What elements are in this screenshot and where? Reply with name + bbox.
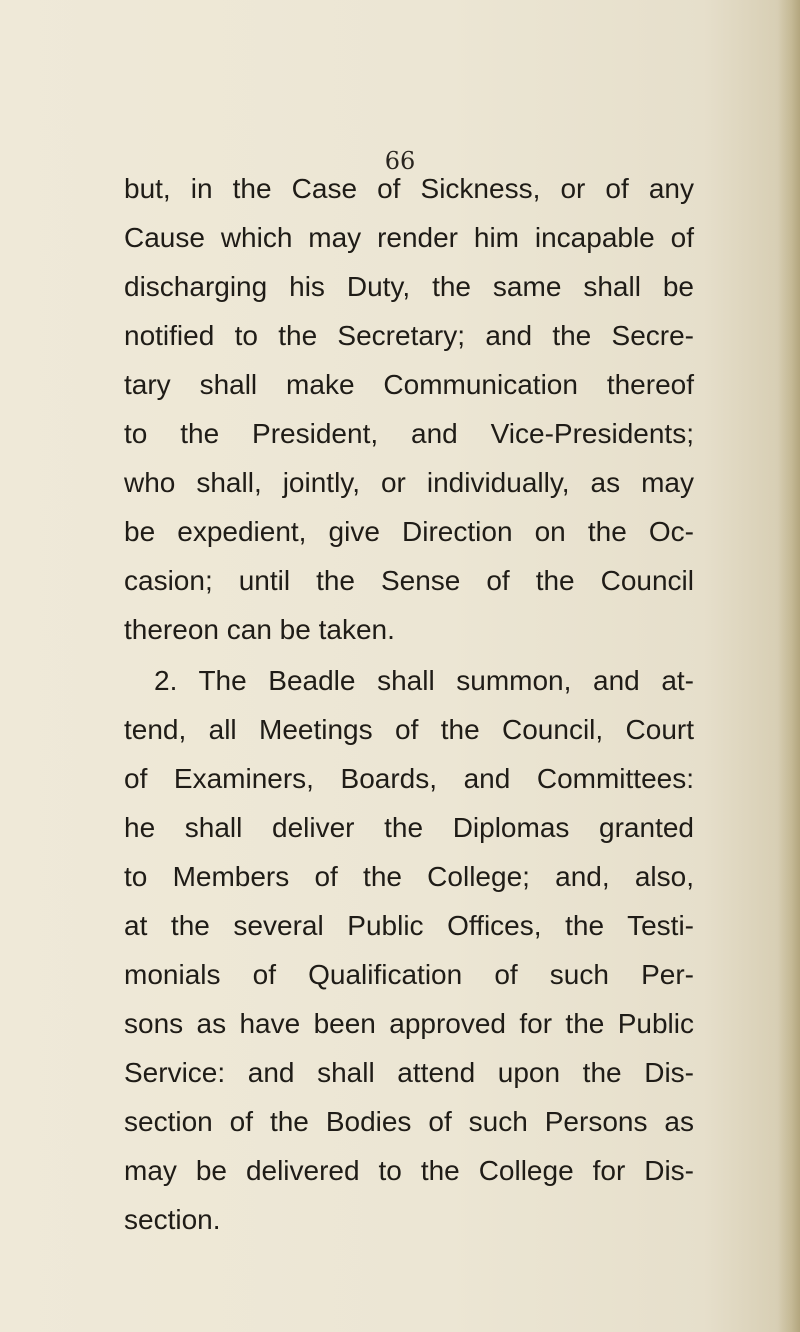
- text-line: to the President, and Vice-Presidents;: [124, 418, 694, 449]
- paragraph-1: [124, 164, 694, 654]
- text-line: Cause which may render him incapable of: [124, 222, 694, 253]
- text-line: section.: [124, 1204, 221, 1235]
- text-line: monials of Qualification of such Per-: [124, 959, 694, 990]
- text-line: 2. The Beadle shall summon, and at-: [154, 665, 694, 696]
- text-line: discharging his Duty, the same shall be: [124, 271, 694, 302]
- text-line: Service: and shall attend upon the Dis-: [124, 1057, 694, 1088]
- text-line: he shall deliver the Diplomas granted: [124, 812, 694, 843]
- page-edge-shadow: [778, 0, 800, 1332]
- page-number: 66: [384, 147, 416, 175]
- text-line: be expedient, give Direction on the Oc-: [124, 516, 694, 547]
- text-line: to Members of the College; and, also,: [124, 861, 694, 892]
- text-line: casion; until the Sense of the Council: [124, 565, 694, 596]
- text-line: tary shall make Communication thereof: [124, 369, 694, 400]
- text-line: at the several Public Offices, the Testi-: [124, 910, 694, 941]
- text-line: of Examiners, Boards, and Committees:: [124, 763, 694, 794]
- text-line: notified to the Secretary; and the Secre-: [124, 320, 694, 351]
- text-line: may be delivered to the College for Dis-: [124, 1155, 694, 1186]
- text-line: thereon can be taken.: [124, 614, 395, 645]
- text-line: who shall, jointly, or individually, as may: [124, 467, 694, 498]
- text-line: section of the Bodies of such Persons as: [124, 1106, 694, 1137]
- paragraph-2: [124, 656, 694, 1244]
- text-line: but, in the Case of Sickness, or of any: [124, 173, 694, 204]
- text-line: sons as have been approved for the Public: [124, 1008, 694, 1039]
- text-line: tend, all Meetings of the Council, Court: [124, 714, 694, 745]
